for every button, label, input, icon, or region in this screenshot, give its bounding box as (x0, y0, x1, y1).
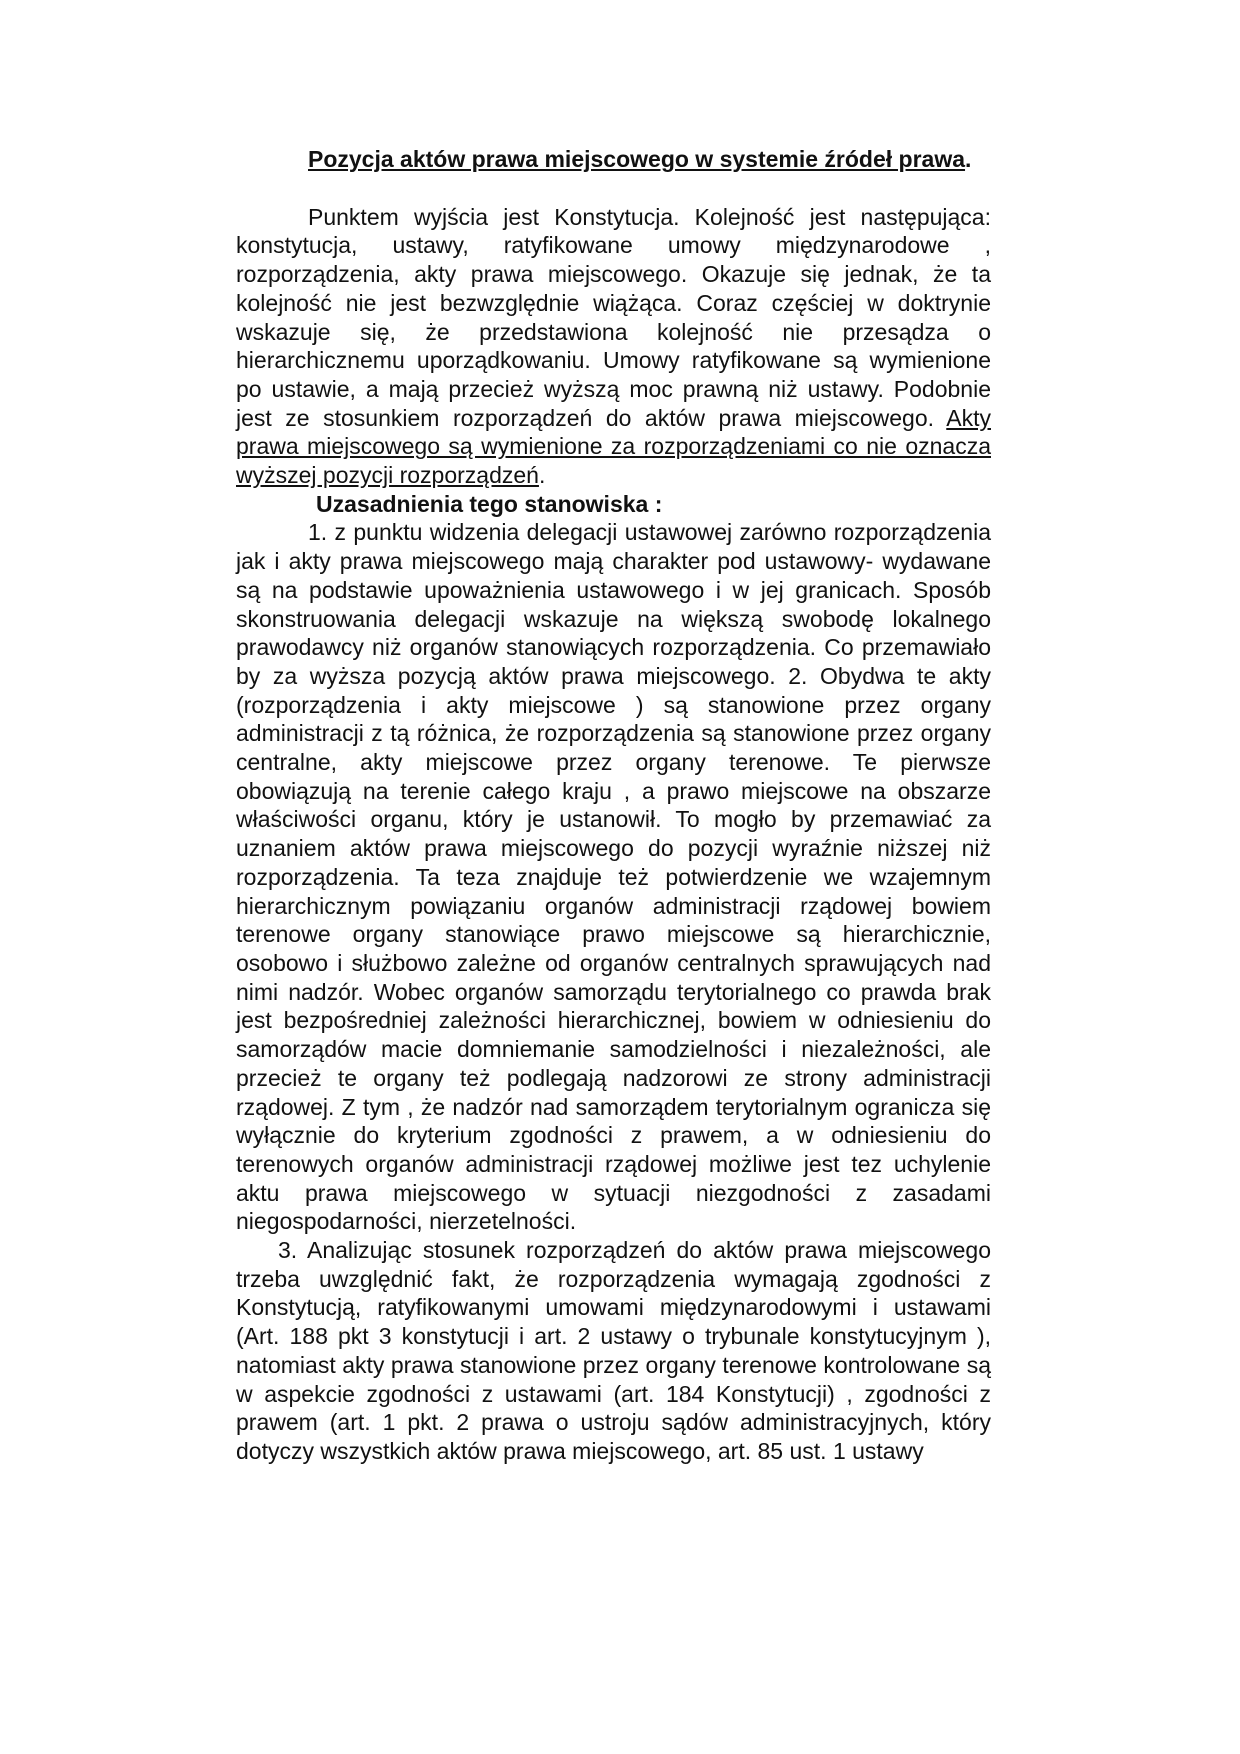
document-body (236, 145, 991, 1466)
title-text: Pozycja aktów prawa miejscowego w systemie źródeł prawa (308, 146, 966, 172)
intro-underlined-text: Akty prawa miejscowego są wymienione za rozporządzeniami co nie oznacza wyższej pozycji rozporządzeń (236, 404, 991, 489)
section-heading: Uzasadnienia tego stanowiska : (316, 490, 663, 517)
intro-period: . (538, 462, 546, 489)
document-title (236, 145, 991, 174)
paragraph-3: 3. Analizując stosunek rozporządzeń do aktów prawa miejscowego trzeba uwzględnić fakt, że rozporządzenia wymagają zgodności z Konstytucją, ratyfikowanymi umowami międzynarodowymi i ustawami (Art. 188 pkt 3 konstytucji i art. 2 ustawy o trybunale konstytucyjnym ), natomiast akty prawa stanowione przez organy terenowe kontrolowane są w aspekcie zgodności z ustawami (art. 184 Konstytucji) , zgodności z prawem (art. 1 pkt. 2 prawa o ustroju sądów administracyjnych, który dotyczy wszystkich aktów prawa miejscowego, art. 85 ust. 1 ustawy (236, 1237, 991, 1464)
paragraph-1: 1. z punktu widzenia delegacji ustawowej zarówno rozporządzenia jak i akty prawa miejscowego mają charakter pod ustawowy- wydawane są na podstawie upoważnienia ustawowego i w jej granicach. Sposób skonstruowania delegacji wskazuje na większą swobodę lokalnego prawodawcy niż organów stanowiących rozporządzenia. Co przemawiało by za wyższa pozycją aktów prawa miejscowego. 2. Obydwa te akty (rozporządzenia i akty miejscowe ) są stanowione przez organy administracji z tą różnica, że rozporządzenia są stanowione przez organy centralne, akty miejscowe przez organy terenowe. Te pierwsze obowiązują na terenie całego kraju , a prawo miejscowe na obszarze właściwości organu, który je ustanowił. To mogło by przemawiać za uznaniem aktów prawa miejscowego do pozycji wyraźnie niższej niż rozporządzenia. Ta teza znajduje też potwierdzenie we wzajemnym hierarchicznym powiązaniu organów administracji rządowej bowiem terenowe organy stanowiące prawo miejscowe są hierarchicznie, osobowo i służbowo zależne od organów centralnych sprawujących nad nimi nadzór. Wobec organów samorządu terytorialnego co prawda brak jest bezpośredniej zależności hierarchicznej, bowiem w odniesieniu do samorządów macie domniemanie samodzielności i niezależności, ale przecież te organy też podlegają nadzorowi ze strony administracji rządowej. Z tym , że nadzór nad samorządem terytorialnym ogranicza się wyłącznie do kryterium zgodności z prawem, a w odniesieniu do terenowych organów administracji rządowej możliwe jest tez uchylenie aktu prawa miejscowego w sytuacji niezgodności z zasadami niegospodarności, nierzetelności. (236, 519, 991, 1235)
title-period: . (965, 146, 972, 172)
intro-paragraph (236, 203, 991, 490)
intro-text: Punktem wyjścia jest Konstytucja. Kolejność jest następująca: konstytucja, ustawy, ratyfikowane umowy międzynarodowe , rozporządzenia, akty prawa miejscowego. Okazuje się jednak, że ta kolejność nie jest bezwzględnie wiążąca. Coraz częściej w doktrynie wskazuje się, że przedstawiona kolejność nie przesądza o hierarchicznemu uporządkowaniu. Umowy ratyfikowane są wymienione po ustawie, a mają przecież wyższą moc prawną niż ustawy. Podobnie jest ze stosunkiem rozporządzeń do aktów prawa miejscowego. (236, 203, 991, 431)
